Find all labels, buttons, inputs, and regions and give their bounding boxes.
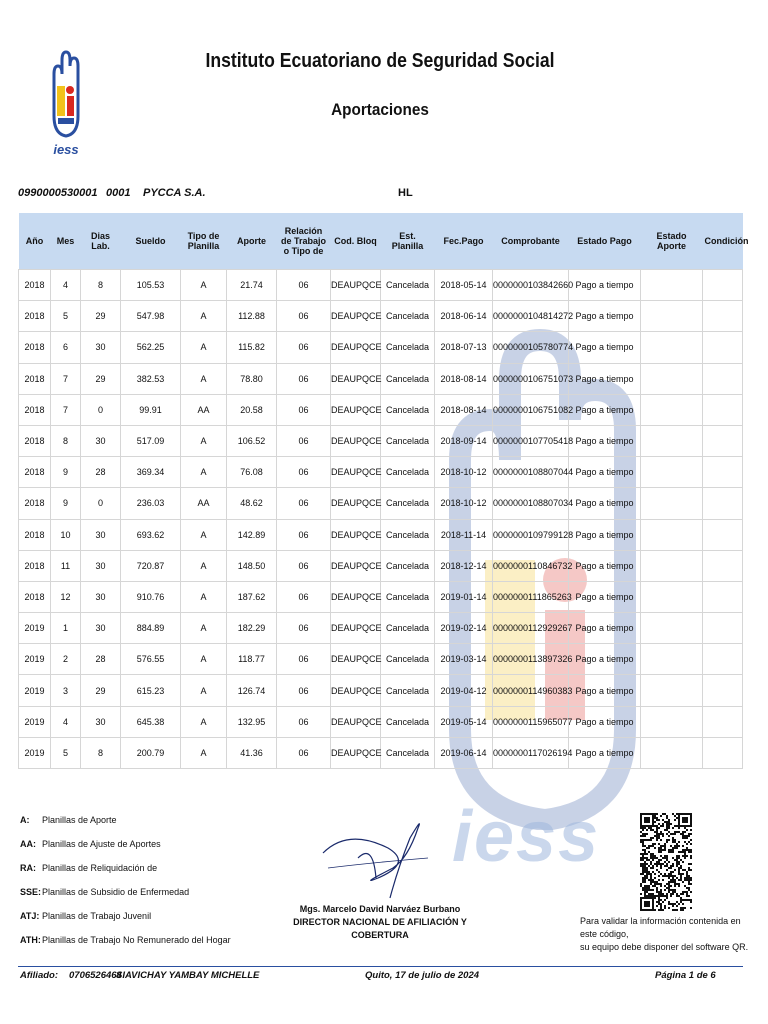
iess-watermark: iess xyxy=(452,797,601,877)
table-cell: DEAUPQCE xyxy=(331,270,381,301)
table-cell: 0000000108807034 xyxy=(493,488,569,519)
table-cell: 2019-04-12 xyxy=(435,675,493,706)
logo-text: iess xyxy=(53,142,79,157)
table-cell: Pago a tiempo xyxy=(569,706,641,737)
table-cell: 2019 xyxy=(19,675,51,706)
table-cell: 20.58 xyxy=(227,394,277,425)
signer-title: DIRECTOR NACIONAL DE AFILIACIÓN Y COBERTURA xyxy=(293,917,467,940)
table-row xyxy=(19,301,743,332)
table-cell: 41.36 xyxy=(227,737,277,768)
table-cell: 106.52 xyxy=(227,425,277,456)
table-cell: 11 xyxy=(51,550,81,581)
table-cell: DEAUPQCE xyxy=(331,613,381,644)
table-cell: Pago a tiempo xyxy=(569,519,641,550)
table-cell: Pago a tiempo xyxy=(569,301,641,332)
table-cell: 0000000114960383 xyxy=(493,675,569,706)
table-cell: 884.89 xyxy=(121,613,181,644)
table-cell: 2018 xyxy=(19,519,51,550)
table-cell: 06 xyxy=(277,519,331,550)
table-cell: 5 xyxy=(51,301,81,332)
table-cell: 76.08 xyxy=(227,457,277,488)
table-cell xyxy=(641,394,703,425)
table-cell: 2018-09-14 xyxy=(435,425,493,456)
table-cell: 182.29 xyxy=(227,613,277,644)
table-cell: 6 xyxy=(51,332,81,363)
column-header: Estado Pago xyxy=(569,213,641,270)
table-cell: 1 xyxy=(51,613,81,644)
table-cell xyxy=(641,706,703,737)
legend-code: ATJ: xyxy=(20,911,40,921)
table-cell: 0 xyxy=(81,394,121,425)
table-cell: 0000000109799128 xyxy=(493,519,569,550)
legend-text: Planillas de Ajuste de Aportes xyxy=(42,839,161,849)
table-cell: 06 xyxy=(277,675,331,706)
table-cell: Pago a tiempo xyxy=(569,457,641,488)
table-cell: 2018 xyxy=(19,301,51,332)
table-cell: A xyxy=(181,613,227,644)
table-cell xyxy=(703,301,743,332)
table-cell: 187.62 xyxy=(227,581,277,612)
employer-ruc: 0990000530001 xyxy=(18,187,98,199)
table-cell: 645.38 xyxy=(121,706,181,737)
table-cell: Pago a tiempo xyxy=(569,581,641,612)
table-cell: 2018-08-14 xyxy=(435,394,493,425)
legend-code: ATH: xyxy=(20,935,41,945)
table-cell: 615.23 xyxy=(121,675,181,706)
table-cell: Cancelada xyxy=(381,519,435,550)
table-cell xyxy=(703,737,743,768)
table-cell: A xyxy=(181,425,227,456)
table-cell: Cancelada xyxy=(381,270,435,301)
table-cell: 2019 xyxy=(19,613,51,644)
table-cell: 693.62 xyxy=(121,519,181,550)
table-cell xyxy=(703,675,743,706)
table-cell: 30 xyxy=(81,550,121,581)
table-cell: 2019-02-14 xyxy=(435,613,493,644)
table-cell: 10 xyxy=(51,519,81,550)
table-cell: Cancelada xyxy=(381,363,435,394)
column-header: Sueldo xyxy=(121,213,181,270)
table-cell: A xyxy=(181,675,227,706)
table-cell: 06 xyxy=(277,270,331,301)
table-cell xyxy=(641,675,703,706)
table-cell: Cancelada xyxy=(381,581,435,612)
legend-item xyxy=(20,935,231,959)
table-cell: 112.88 xyxy=(227,301,277,332)
column-header: Tipo de Planilla xyxy=(181,213,227,270)
section-title: Aportaciones xyxy=(331,100,429,119)
table-cell: 2018-07-13 xyxy=(435,332,493,363)
table-cell: DEAUPQCE xyxy=(331,301,381,332)
table-cell: 2 xyxy=(51,644,81,675)
table-cell: Pago a tiempo xyxy=(569,550,641,581)
table-cell: 4 xyxy=(51,270,81,301)
table-cell: 06 xyxy=(277,394,331,425)
table-cell: 118.77 xyxy=(227,644,277,675)
column-header: Comprobante xyxy=(493,213,569,270)
table-cell: A xyxy=(181,737,227,768)
legend-item xyxy=(20,815,231,839)
table-cell: 2019-05-14 xyxy=(435,706,493,737)
column-header: Dias Lab. xyxy=(81,213,121,270)
table-cell: 28 xyxy=(81,457,121,488)
table-row xyxy=(19,737,743,768)
legend-item xyxy=(20,863,231,887)
signature xyxy=(318,808,433,903)
column-header: Cod. Bloq xyxy=(331,213,381,270)
table-cell: A xyxy=(181,270,227,301)
qr-note-line-2: su equipo debe disponer del software QR. xyxy=(580,942,749,952)
table-cell: Pago a tiempo xyxy=(569,363,641,394)
table-row xyxy=(19,332,743,363)
legend-text: Planillas de Trabajo No Remunerado del Hogar xyxy=(42,935,231,945)
table-header-row xyxy=(19,213,743,270)
table-cell: 576.55 xyxy=(121,644,181,675)
table-cell: Pago a tiempo xyxy=(569,644,641,675)
legend-item xyxy=(20,887,231,911)
table-cell: 5 xyxy=(51,737,81,768)
table-cell: Pago a tiempo xyxy=(569,613,641,644)
legend-text: Planillas de Reliquidación de xyxy=(42,863,158,873)
table-cell: 30 xyxy=(81,519,121,550)
table-cell: Cancelada xyxy=(381,301,435,332)
table-cell: Cancelada xyxy=(381,488,435,519)
table-cell: A xyxy=(181,581,227,612)
table-cell: DEAUPQCE xyxy=(331,394,381,425)
table-cell: 28 xyxy=(81,644,121,675)
table-cell: Pago a tiempo xyxy=(569,394,641,425)
table-cell: 48.62 xyxy=(227,488,277,519)
table-row xyxy=(19,394,743,425)
legend-code: SSE: xyxy=(20,887,42,897)
table-row xyxy=(19,706,743,737)
table-cell: DEAUPQCE xyxy=(331,363,381,394)
table-cell: 2018 xyxy=(19,581,51,612)
table-cell: 06 xyxy=(277,706,331,737)
table-cell: 06 xyxy=(277,301,331,332)
table-cell: DEAUPQCE xyxy=(331,737,381,768)
table-cell: 0000000103842660 xyxy=(493,270,569,301)
table-cell: 06 xyxy=(277,550,331,581)
footer-page-number: Página 1 de 6 xyxy=(655,970,716,981)
qr-note xyxy=(580,915,760,954)
legend-code: A: xyxy=(20,815,30,825)
footer-place-date: Quito, 17 de julio de 2024 xyxy=(365,970,480,981)
table-cell: 3 xyxy=(51,675,81,706)
table-cell: 2019-06-14 xyxy=(435,737,493,768)
table-row xyxy=(19,457,743,488)
column-header: Est. Planilla xyxy=(381,213,435,270)
table-cell: 0000000115965077 xyxy=(493,706,569,737)
footer-divider xyxy=(18,966,743,967)
table-cell: 126.74 xyxy=(227,675,277,706)
table-cell: 2018-10-12 xyxy=(435,457,493,488)
table-cell: 29 xyxy=(81,675,121,706)
table-cell: 115.82 xyxy=(227,332,277,363)
contributions-table xyxy=(18,213,749,769)
table-cell: 2019 xyxy=(19,644,51,675)
table-cell: AA xyxy=(181,488,227,519)
table-cell: 7 xyxy=(51,394,81,425)
table-cell: 0000000117026194 xyxy=(493,737,569,768)
table-cell xyxy=(703,457,743,488)
table-cell xyxy=(641,737,703,768)
legend-text: Planillas de Subsidio de Enfermedad xyxy=(42,887,190,897)
table-cell xyxy=(641,613,703,644)
table-row xyxy=(19,550,743,581)
table-cell: 2018-06-14 xyxy=(435,301,493,332)
table-cell: 562.25 xyxy=(121,332,181,363)
legend xyxy=(20,815,231,959)
column-header: Estado Aporte xyxy=(641,213,703,270)
table-cell xyxy=(641,363,703,394)
table-cell: 0000000113897326 xyxy=(493,644,569,675)
legend-text: Planillas de Trabajo Juvenil xyxy=(42,911,152,921)
table-cell: Cancelada xyxy=(381,706,435,737)
table-cell xyxy=(703,270,743,301)
table-cell: Cancelada xyxy=(381,613,435,644)
table-cell: A xyxy=(181,363,227,394)
employer-branch: 0001 xyxy=(106,187,131,199)
table-cell: A xyxy=(181,519,227,550)
table-cell: 9 xyxy=(51,488,81,519)
column-header: Aporte xyxy=(227,213,277,270)
table-cell: 2018 xyxy=(19,488,51,519)
table-cell: A xyxy=(181,457,227,488)
table-cell xyxy=(641,519,703,550)
table-cell: 369.34 xyxy=(121,457,181,488)
table-cell: 142.89 xyxy=(227,519,277,550)
table-cell: A xyxy=(181,332,227,363)
table-cell: 2019 xyxy=(19,706,51,737)
table-cell: 2019-03-14 xyxy=(435,644,493,675)
table-cell: A xyxy=(181,550,227,581)
table-cell: Cancelada xyxy=(381,425,435,456)
table-cell xyxy=(641,488,703,519)
table-cell: A xyxy=(181,301,227,332)
table-cell: 06 xyxy=(277,363,331,394)
table-cell: Pago a tiempo xyxy=(569,270,641,301)
table-cell xyxy=(703,519,743,550)
table-cell xyxy=(641,332,703,363)
table-cell: DEAUPQCE xyxy=(331,457,381,488)
legend-item xyxy=(20,911,231,935)
table-cell: 4 xyxy=(51,706,81,737)
table-cell: 2018-12-14 xyxy=(435,550,493,581)
table-cell: 7 xyxy=(51,363,81,394)
table-cell xyxy=(641,301,703,332)
table-cell: DEAUPQCE xyxy=(331,675,381,706)
table-cell xyxy=(641,644,703,675)
table-cell: DEAUPQCE xyxy=(331,488,381,519)
table-row xyxy=(19,363,743,394)
column-header: Relación de Trabajo o Tipo de xyxy=(277,213,331,270)
table-cell: 910.76 xyxy=(121,581,181,612)
table-cell: 8 xyxy=(81,737,121,768)
table-cell: 78.80 xyxy=(227,363,277,394)
column-header: Año xyxy=(19,213,51,270)
table-cell: 8 xyxy=(81,270,121,301)
table-cell: 0000000106751082 xyxy=(493,394,569,425)
table-cell: 0 xyxy=(81,488,121,519)
table-cell: Cancelada xyxy=(381,737,435,768)
table-cell: 12 xyxy=(51,581,81,612)
table-cell: 200.79 xyxy=(121,737,181,768)
table-cell: Cancelada xyxy=(381,457,435,488)
table-cell: 06 xyxy=(277,332,331,363)
table-row xyxy=(19,675,743,706)
legend-text: Planillas de Aporte xyxy=(42,815,117,825)
table-cell: 132.95 xyxy=(227,706,277,737)
signer-name: Mgs. Marcelo David Narváez Burbano xyxy=(299,904,461,914)
table-cell: 2019-01-14 xyxy=(435,581,493,612)
footer-affiliate-name: SIAVICHAY YAMBAY MICHELLE xyxy=(116,970,260,981)
footer-affiliate-id: 0706526464 xyxy=(69,970,122,981)
table-cell xyxy=(641,550,703,581)
table-cell: DEAUPQCE xyxy=(331,425,381,456)
table-row xyxy=(19,488,743,519)
table-cell xyxy=(703,394,743,425)
table-cell xyxy=(641,270,703,301)
table-cell: 2018-10-12 xyxy=(435,488,493,519)
table-cell xyxy=(641,581,703,612)
table-cell: DEAUPQCE xyxy=(331,581,381,612)
signer-block xyxy=(270,903,490,942)
table-cell: 148.50 xyxy=(227,550,277,581)
table-row xyxy=(19,581,743,612)
column-header: Condición xyxy=(703,213,743,270)
table-cell: 30 xyxy=(81,706,121,737)
table-cell: 382.53 xyxy=(121,363,181,394)
table-cell xyxy=(641,457,703,488)
table-cell: 29 xyxy=(81,363,121,394)
table-cell: DEAUPQCE xyxy=(331,706,381,737)
legend-code: AA: xyxy=(20,839,36,849)
table-cell: 0000000107705418 xyxy=(493,425,569,456)
table-row xyxy=(19,270,743,301)
table-cell: 547.98 xyxy=(121,301,181,332)
column-header: Fec.Pago xyxy=(435,213,493,270)
table-cell: 0000000110846732 xyxy=(493,550,569,581)
table-cell: 2018-08-14 xyxy=(435,363,493,394)
table-cell: 30 xyxy=(81,613,121,644)
table-cell: 06 xyxy=(277,425,331,456)
table-cell: A xyxy=(181,706,227,737)
table-cell xyxy=(703,550,743,581)
table-cell: 06 xyxy=(277,581,331,612)
table-row xyxy=(19,519,743,550)
table-cell xyxy=(703,488,743,519)
table-cell: 720.87 xyxy=(121,550,181,581)
table-cell: 9 xyxy=(51,457,81,488)
employer-code: HL xyxy=(398,187,413,199)
table-cell: Pago a tiempo xyxy=(569,332,641,363)
column-header: Mes xyxy=(51,213,81,270)
table-cell: 0000000104814272 xyxy=(493,301,569,332)
table-cell: 2018 xyxy=(19,363,51,394)
table-cell: 06 xyxy=(277,488,331,519)
table-cell: DEAUPQCE xyxy=(331,644,381,675)
table-cell: DEAUPQCE xyxy=(331,332,381,363)
footer-label: Afiliado: xyxy=(20,970,58,981)
table-row xyxy=(19,644,743,675)
table-cell: 99.91 xyxy=(121,394,181,425)
table-cell: 0000000112929267 xyxy=(493,613,569,644)
table-cell: 0000000108807044 xyxy=(493,457,569,488)
legend-item xyxy=(20,839,231,863)
table-cell: 06 xyxy=(277,644,331,675)
table-cell: Cancelada xyxy=(381,394,435,425)
table-cell: 2018 xyxy=(19,270,51,301)
table-cell xyxy=(703,581,743,612)
table-cell: 30 xyxy=(81,332,121,363)
table-cell: 2018-11-14 xyxy=(435,519,493,550)
table-cell: 2018 xyxy=(19,332,51,363)
table-cell: 06 xyxy=(277,613,331,644)
table-cell: Pago a tiempo xyxy=(569,425,641,456)
table-cell: DEAUPQCE xyxy=(331,550,381,581)
table-cell: 06 xyxy=(277,737,331,768)
iess-logo xyxy=(46,46,86,158)
table-cell: Cancelada xyxy=(381,675,435,706)
table-cell xyxy=(703,613,743,644)
table-cell: 2018 xyxy=(19,457,51,488)
table-cell: 29 xyxy=(81,301,121,332)
table-body xyxy=(19,270,743,769)
table-cell xyxy=(703,644,743,675)
table-cell: 21.74 xyxy=(227,270,277,301)
table-cell: Pago a tiempo xyxy=(569,737,641,768)
table-cell: Cancelada xyxy=(381,550,435,581)
table-cell: 0000000106751073 xyxy=(493,363,569,394)
table-cell: Cancelada xyxy=(381,332,435,363)
table-cell: 236.03 xyxy=(121,488,181,519)
table-row xyxy=(19,425,743,456)
table-cell: 2018-05-14 xyxy=(435,270,493,301)
table-cell xyxy=(703,425,743,456)
table-cell xyxy=(703,363,743,394)
table-cell: 8 xyxy=(51,425,81,456)
table-cell: Pago a tiempo xyxy=(569,488,641,519)
table-cell: 517.09 xyxy=(121,425,181,456)
employer-name: PYCCA S.A. xyxy=(143,187,206,199)
table-cell: 2018 xyxy=(19,394,51,425)
table-cell: AA xyxy=(181,394,227,425)
table-cell: 0000000105780774 xyxy=(493,332,569,363)
table-cell: DEAUPQCE xyxy=(331,519,381,550)
qr-note-line-1: Para validar la información contenida en este código, xyxy=(580,916,741,939)
table-cell: Cancelada xyxy=(381,644,435,675)
institution-title: Instituto Ecuatoriano de Seguridad Social xyxy=(205,50,555,72)
table-cell xyxy=(641,425,703,456)
table-cell: 0000000111865263 xyxy=(493,581,569,612)
table-cell: 105.53 xyxy=(121,270,181,301)
table-cell xyxy=(703,706,743,737)
table-cell: 2018 xyxy=(19,425,51,456)
table-cell: 30 xyxy=(81,581,121,612)
qr-code-icon xyxy=(640,813,692,911)
legend-code: RA: xyxy=(20,863,36,873)
table-cell: A xyxy=(181,644,227,675)
table-cell: 06 xyxy=(277,457,331,488)
table-cell xyxy=(703,332,743,363)
table-cell: 2019 xyxy=(19,737,51,768)
table-cell: 30 xyxy=(81,425,121,456)
table-cell: 2018 xyxy=(19,550,51,581)
table-cell: Pago a tiempo xyxy=(569,675,641,706)
table-row xyxy=(19,613,743,644)
